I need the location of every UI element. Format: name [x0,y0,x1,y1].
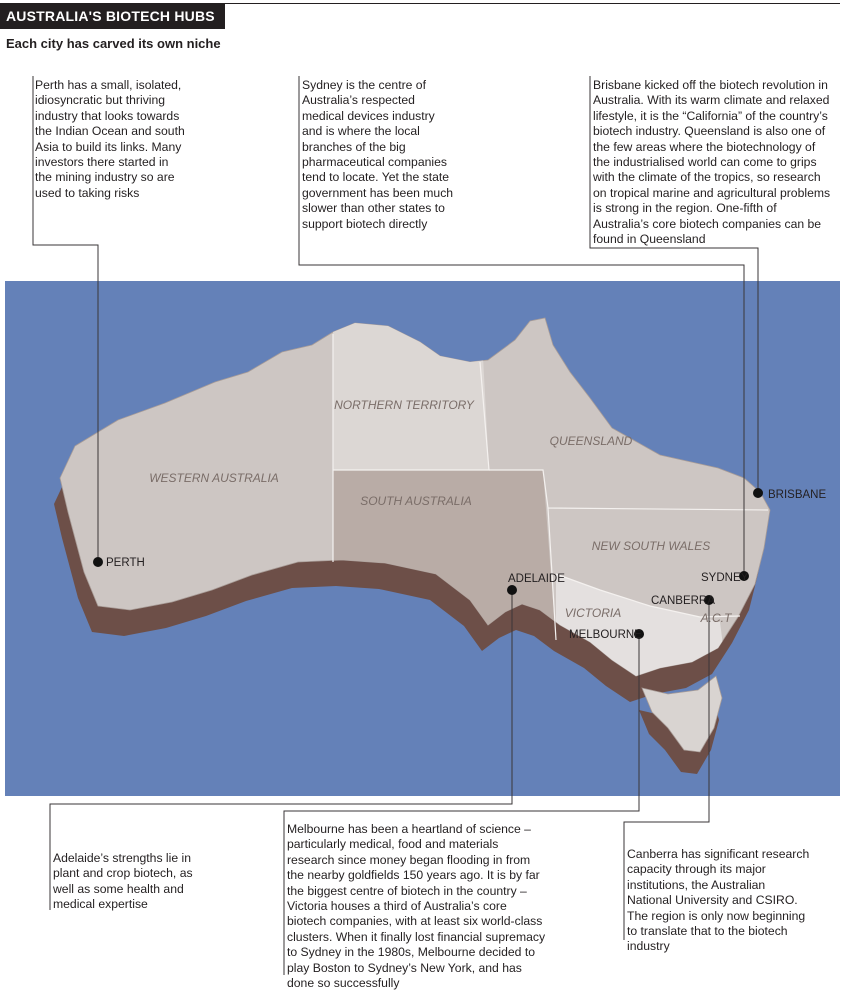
city-marker-brisbane [753,488,763,498]
annotation-perth: Perth has a small, isolated, idiosyncratic but thriving industry that looks towards the Indian Ocean and south Asia to build its links. Many investors there started in the mining industry so are used to taking risks [35,78,185,200]
state-label-new-south-wales: NEW SOUTH WALES [591,539,711,553]
state-label-queensland: QUEENSLAND [549,434,633,448]
state-label-northern-territory: NORTHERN TERRITORY [334,398,474,412]
city-label-brisbane: BRISBANE [768,489,827,501]
annotation-brisbane: Brisbane kicked off the biotech revolution in Australia. With its warm climate and relaxed lifestyle, it is the “California” of the country’s biotech industry. Queensland is also one of the few areas where the biotechnology of the industrialised world can come to grips with the climate of the tropics, so research on tropical marine and agricultural problems is strong in the region. One-fifth of Australia’s core biotech companies can be found in Queensland [593,78,831,247]
annotation-canberra: Canberra has significant research capacity through its major institutions, the Australian National University and CSIRO. The region is only now beginning to translate that to the biotech industry [627,847,810,954]
city-label-canberra: CANBERRA [651,595,715,607]
page-subtitle: Each city has carved its own niche [6,36,221,51]
page-title: AUSTRALIA'S BIOTECH HUBS [0,3,225,29]
state-label-victoria: VICTORIA [564,606,622,620]
city-label-melbourne: MELBOURNE [569,629,642,641]
city-label-sydney: SYDNEY [701,572,749,584]
city-label-adelaide: ADELAIDE [508,573,565,585]
state-label-act: A.C.T [700,611,732,625]
state-label-western-australia: WESTERN AUSTRALIA [149,471,279,485]
annotation-sydney: Sydney is the centre of Australia’s respected medical devices industry and is where the local branches of the big pharmaceutical companies tend to locate. Yet the state government has been much slower than other states to support biotech directly [302,78,454,231]
state-label-south-australia: SOUTH AUSTRALIA [360,494,472,508]
annotation-adelaide: Adelaide’s strengths lie in plant and crop biotech, as well as some health and medical expertise [53,851,193,912]
annotation-melbourne: Melbourne has been a heartland of science – particularly medical, food and materials research since money began flooding in from the nearby goldfields 150 years ago. It is by far the biggest centre of biotech in the country – Victoria houses a third of Australia’s core biotech companies, with at least six world-class clusters. When it finally lost financial supremacy to Sydney in the 1980s, Melbourne decided to play Boston to Sydney’s New York, and has done so successfully [287,822,546,991]
city-label-perth: PERTH [106,557,145,569]
city-marker-adelaide [507,585,517,595]
city-marker-perth [93,557,103,567]
